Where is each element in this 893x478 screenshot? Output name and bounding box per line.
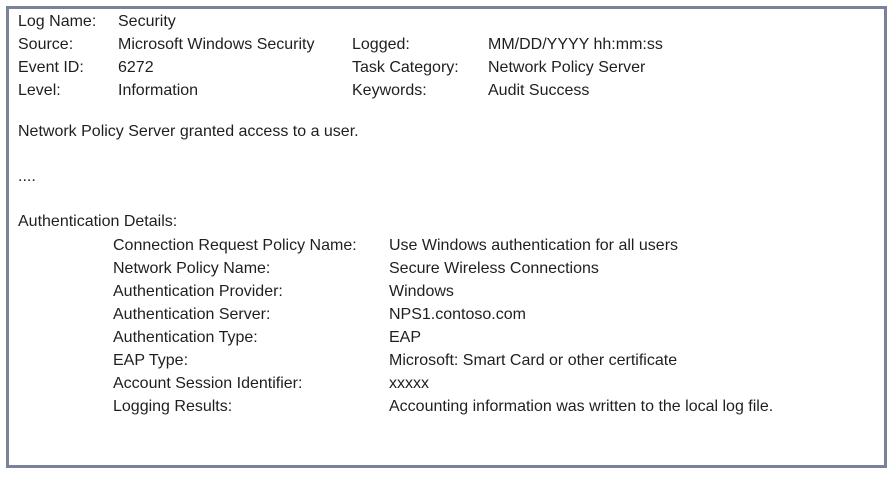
- event-log-content: [9, 9, 884, 418]
- detail-value-logging-results: Accounting information was written to the local log file.: [389, 398, 774, 415]
- detail-value-eap-type: Microsoft: Smart Card or other certificate: [389, 352, 678, 369]
- detail-value-authentication-provider: Windows: [389, 283, 454, 300]
- field-label-level: Level:: [18, 82, 61, 99]
- field-label-source: Source:: [18, 36, 74, 53]
- detail-label-network-policy: Network Policy Name:: [113, 260, 271, 277]
- field-value-keywords: Audit Success: [488, 82, 590, 99]
- field-label-blank: [352, 10, 488, 33]
- detail-label-logging-results: Logging Results:: [113, 398, 233, 415]
- event-header: [18, 10, 872, 102]
- field-value-logged: MM/DD/YYYY hh:mm:ss: [488, 36, 663, 53]
- field-value-log-name: Security: [118, 13, 176, 30]
- detail-label-account-session-id: Account Session Identifier:: [113, 375, 303, 392]
- detail-label-authentication-provider: Authentication Provider:: [113, 283, 283, 300]
- detail-label-authentication-server: Authentication Server:: [113, 306, 271, 323]
- detail-label-connection-request-policy: Connection Request Policy Name:: [113, 237, 357, 254]
- detail-value-connection-request-policy: Use Windows authentication for all users: [389, 237, 679, 254]
- field-value-level: Information: [118, 82, 199, 99]
- field-value-blank: [488, 10, 872, 33]
- detail-value-account-session-id: xxxxx: [389, 375, 429, 392]
- truncation-ellipsis: ....: [18, 168, 36, 185]
- field-label-logged: Logged:: [352, 36, 410, 53]
- field-label-event-id: Event ID:: [18, 59, 84, 76]
- field-label-task-category: Task Category:: [352, 59, 459, 76]
- field-value-task-category: Network Policy Server: [488, 59, 646, 76]
- detail-label-authentication-type: Authentication Type:: [113, 329, 258, 346]
- event-log-panel: [6, 6, 887, 468]
- field-value-source: Microsoft Windows Security: [118, 36, 315, 53]
- detail-label-eap-type: EAP Type:: [113, 352, 189, 369]
- authentication-details: [113, 234, 872, 418]
- detail-value-authentication-server: NPS1.contoso.com: [389, 306, 526, 323]
- authentication-details-heading: Authentication Details:: [18, 213, 178, 230]
- field-label-log-name: Log Name:: [18, 13, 97, 30]
- detail-value-network-policy: Secure Wireless Connections: [389, 260, 599, 277]
- detail-value-authentication-type: EAP: [389, 329, 422, 346]
- field-label-keywords: Keywords:: [352, 82, 427, 99]
- field-value-event-id: 6272: [118, 59, 154, 76]
- event-description: Network Policy Server granted access to a user.: [18, 123, 359, 140]
